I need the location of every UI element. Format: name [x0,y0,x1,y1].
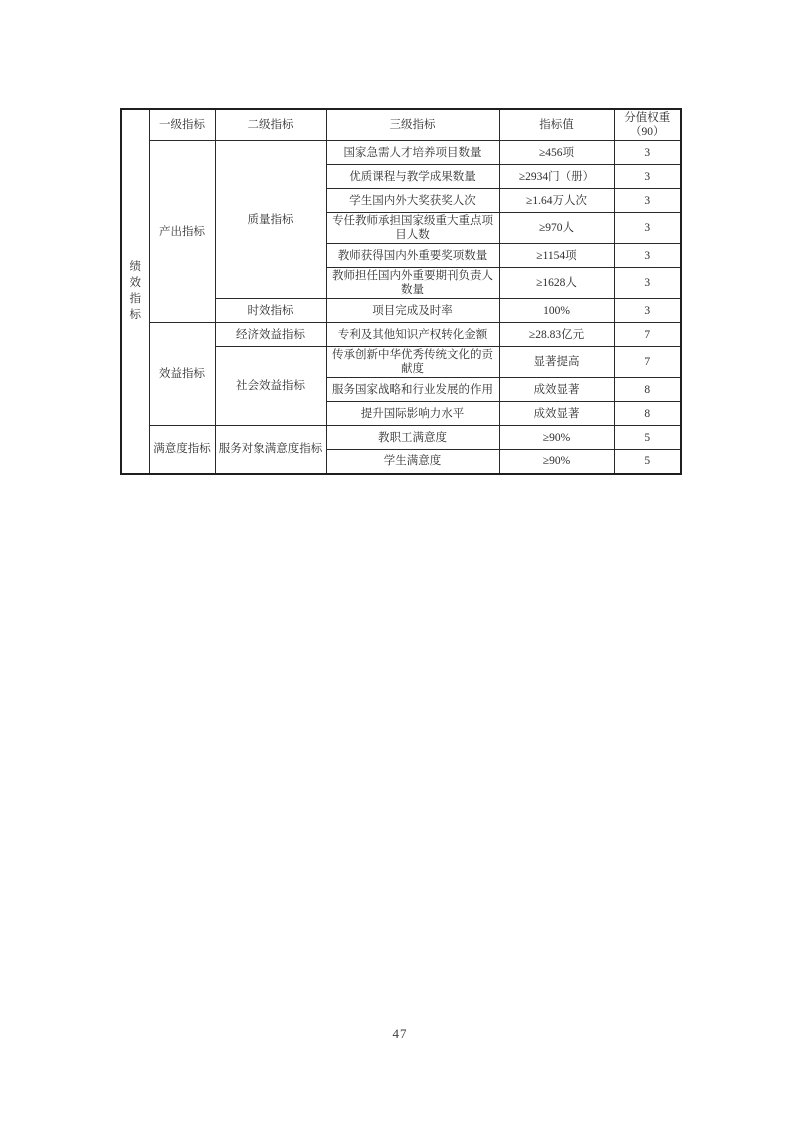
level2-indicator-cell: 经济效益指标 [215,323,326,347]
level3-indicator-cell: 教师担任国内外重要期刊负责人数量 [326,268,499,299]
header-level3: 三级指标 [326,109,499,141]
indicator-value-cell: ≥970人 [499,213,614,244]
level3-indicator-cell: 服务国家战略和行业发展的作用 [326,378,499,402]
weight-cell: 3 [614,189,681,213]
indicator-value-cell: ≥2934门（册） [499,165,614,189]
level3-indicator-cell: 提升国际影响力水平 [326,402,499,426]
level2-indicator-cell: 社会效益指标 [215,347,326,426]
header-level2: 二级指标 [215,109,326,141]
indicator-value-cell: 100% [499,299,614,323]
header-weight: 分值权重（90） [614,109,681,141]
weight-cell: 7 [614,347,681,378]
indicator-value-cell: ≥28.83亿元 [499,323,614,347]
weight-cell: 3 [614,244,681,268]
level2-indicator-cell: 时效指标 [215,299,326,323]
performance-indicator-table [120,108,682,475]
indicator-value-cell: ≥90% [499,426,614,450]
level3-indicator-cell: 教职工满意度 [326,426,499,450]
level3-indicator-cell: 优质课程与教学成果数量 [326,165,499,189]
indicator-table-body [121,109,681,474]
weight-cell: 3 [614,165,681,189]
level1-indicator-cell: 效益指标 [149,323,215,426]
page-number: 47 [392,1026,408,1041]
indicator-value-cell: 成效显著 [499,402,614,426]
level3-indicator-cell: 专利及其他知识产权转化金额 [326,323,499,347]
level3-indicator-cell: 传承创新中华优秀传统文化的贡献度 [326,347,499,378]
row-group-cell [121,109,149,474]
weight-cell: 5 [614,450,681,474]
table-row [121,323,681,347]
weight-cell: 8 [614,402,681,426]
level3-indicator-cell: 学生国内外大奖获奖人次 [326,189,499,213]
level2-indicator-cell: 质量指标 [215,141,326,299]
weight-cell: 7 [614,323,681,347]
weight-cell: 5 [614,426,681,450]
header-level1: 一级指标 [149,109,215,141]
level3-indicator-cell: 学生满意度 [326,450,499,474]
weight-cell: 3 [614,141,681,165]
weight-cell: 3 [614,299,681,323]
indicator-value-cell: 成效显著 [499,378,614,402]
weight-cell: 3 [614,268,681,299]
level1-indicator-cell: 产出指标 [149,141,215,323]
level3-indicator-cell: 国家急需人才培养项目数量 [326,141,499,165]
indicator-value-cell: ≥1154项 [499,244,614,268]
level2-indicator-cell: 服务对象满意度指标 [215,426,326,474]
level3-indicator-cell: 项目完成及时率 [326,299,499,323]
header-value: 指标值 [499,109,614,141]
row-group-label: 绩效指标 [129,261,141,322]
indicator-value-cell: 显著提高 [499,347,614,378]
indicator-value-cell: ≥1.64万人次 [499,189,614,213]
table-row [121,141,681,165]
indicator-value-cell: ≥1628人 [499,268,614,299]
indicator-value-cell: ≥90% [499,450,614,474]
weight-cell: 8 [614,378,681,402]
table-row [121,426,681,450]
level3-indicator-cell: 专任教师承担国家级重大重点项目人数 [326,213,499,244]
level1-indicator-cell: 满意度指标 [149,426,215,474]
level3-indicator-cell: 教师获得国内外重要奖项数量 [326,244,499,268]
indicator-value-cell: ≥456项 [499,141,614,165]
table-header-row [121,109,681,141]
weight-cell: 3 [614,213,681,244]
